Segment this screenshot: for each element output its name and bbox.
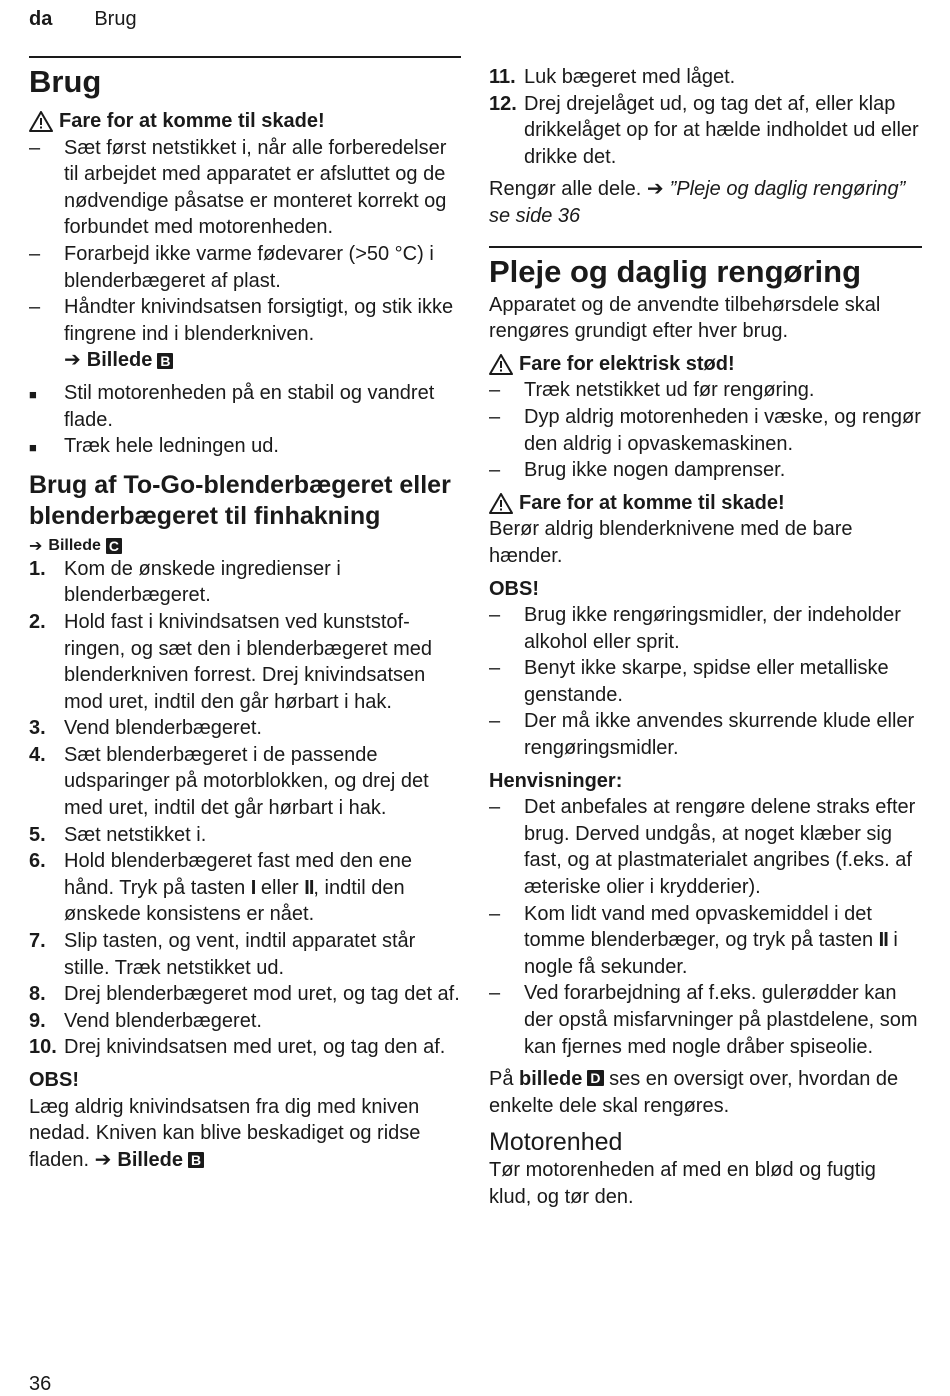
step-item: 7. Slip tasten, og vent, indtil apparatet står stille. Træk netstikket ud. (29, 930, 416, 979)
motor-title: Motorenhed (489, 1128, 623, 1157)
warning-injury (29, 108, 461, 135)
arrow-right-icon: ➔ (646, 178, 664, 201)
square-bullet-icon: ■ (29, 386, 37, 402)
warning-triangle-icon (29, 111, 53, 132)
injury-text: Berør aldrig blenderknivene med de bare hænder. (489, 518, 853, 567)
step-item: 4. Sæt blenderbægeret i de passende udsparinger på motorblokken, og drej det med uret, indtil det går hørbart i hak. (29, 743, 429, 820)
step-item: 6. Hold blenderbægeret fast med den ene hånd. Tryk på tasten I eller II, indtil den ønskede konsistens er nået. (29, 850, 413, 926)
button-symbol-2: II (878, 929, 888, 952)
arrow-right-icon: ➔ (29, 537, 43, 555)
step-item: 3. Vend blenderbægeret. (29, 717, 262, 740)
step-item: 8. Drej blenderbægeret mod uret, og tag det af. (29, 983, 460, 1006)
list-item: – Træk netstikket ud før rengøring. (489, 379, 815, 402)
clean-reference: Rengør alle dele. ➔ ”Pleje og daglig rengøring” se side 36 (489, 178, 906, 227)
step-item: 12. Drej drejelåget ud, og tag det af, eller klap drikkelåget op for at hælde indholdet ud eller drikke det. (489, 92, 919, 168)
overview-text: På billede D ses en oversigt over, hvordan de enkelte dele skal rengøres. (489, 1068, 899, 1117)
page-header (29, 7, 137, 31)
left-column (29, 56, 461, 1173)
list-item: – Brug ikke nogen damprenser. (489, 459, 786, 482)
list-item: ■ Træk hele ledningen ud. (29, 433, 461, 462)
notes-title: Henvisninger: (489, 769, 623, 792)
warning-label: Fare for at komme til skade! (59, 110, 325, 132)
arrow-right-icon: ➔ (64, 349, 81, 372)
subsection-title-togo: Brug af To-Go-blenderbægeret eller blenderbægeret til finhakning (29, 470, 451, 530)
list-item: – Kom lidt vand med opvaskemiddel i det tomme blenderbæger, og tryk på tasten II i nogle få sekunder. (489, 902, 898, 978)
section-name: Brug (94, 8, 137, 30)
right-column (489, 64, 922, 1211)
list-item: – Ved forarbejdning af f.eks. gulerødder kan der opstå misfarvninger på plastdelene, som kan fjernes med nogle dråber spiseolie. (489, 982, 918, 1058)
list-item: – Benyt ikke skarpe, spidse eller metalliske genstande. (489, 657, 889, 706)
figure-letter-badge: B (157, 353, 173, 369)
page-number: 36 (29, 1373, 52, 1395)
warning-triangle-icon (489, 493, 513, 514)
figure-letter-badge: D (587, 1070, 603, 1086)
section-title-care: Pleje og daglig rengøring (489, 253, 862, 289)
figure-reference: ➔ Billede B (64, 347, 173, 374)
list-item: ■ Stil motorenheden på en stabil og vandret flade. (29, 380, 461, 433)
list-item: – Forarbejd ikke varme fødevarer (>50 °C) i blenderbægeret af plast. (29, 242, 434, 292)
obs-title: OBS! (29, 1069, 79, 1091)
list-item: – Dyp aldrig motorenheden i væske, og rengør den aldrig i opvaskemaskinen. (489, 405, 921, 455)
section-title-brug: Brug (29, 64, 102, 99)
square-bullet-icon: ■ (29, 440, 37, 456)
figure-reference: ➔ Billede C (29, 536, 122, 556)
motor-text: Tør motorenheden af med en blød og fugtig klud, og tør den. (489, 1159, 876, 1208)
warning-electric: Fare for elektrisk stød! (489, 351, 922, 378)
figure-letter-badge: B (188, 1152, 204, 1168)
step-item: 1. Kom de ønskede ingredienser i blenderbægeret. (29, 557, 341, 607)
list-item: – Brug ikke rengøringsmidler, der indeholder alkohol eller sprit. (489, 604, 901, 653)
list-item: – Sæt først netstikket i, når alle forberedelser til arbejdet med apparatet er afsluttet og de nødvendige påsatse er monteret korrekt og forbundet med motorenheden. (29, 136, 447, 239)
button-symbol-2: II (304, 876, 314, 899)
obs-title: OBS! (489, 577, 539, 600)
list-item: – Håndter knivindsatsen forsigtigt, og stik ikke fingrene ind i blenderkniven. ➔ Billede B (29, 294, 461, 374)
figure-letter-badge: C (106, 538, 122, 554)
warning-injury: Fare for at komme til skade! (489, 490, 922, 517)
step-item: 5. Sæt netstikket i. (29, 823, 207, 846)
step-item: 10. Drej knivindsatsen med uret, og tag den af. (29, 1036, 446, 1059)
obs-text: Læg aldrig knivindsatsen fra dig med kniven nedad. Kniven kan blive beskadiget og ridse fladen. ➔ Billede B (29, 1094, 461, 1174)
care-intro: Apparatet og de anvendte tilbehørsdele skal rengøres grundigt efter hver brug. (489, 293, 881, 343)
language-code: da (29, 8, 53, 30)
step-item: 11. Luk bægeret med låget. (489, 66, 736, 88)
warning-triangle-icon (489, 354, 513, 375)
list-item: – Det anbefales at rengøre delene straks efter brug. Derved undgås, at noget klæber sig fast, og at plastmaterialet angribes (f.eks. af æteriske olier i krydderier). (489, 796, 916, 899)
button-symbol-1: I (250, 876, 256, 899)
step-item: 9. Vend blenderbægeret. (29, 1009, 262, 1032)
step-item: 2. Hold fast i knivindsatsen ved kunststofringen, og sæt den i blenderbægeret med blenderkniven forrest. Drej knivindsatsen mod uret, indtil den går hørbart i hak. (29, 610, 433, 713)
arrow-right-icon: ➔ (94, 1148, 112, 1171)
list-item: – Der må ikke anvendes skurrende klude eller rengøringsmidler. (489, 710, 915, 760)
